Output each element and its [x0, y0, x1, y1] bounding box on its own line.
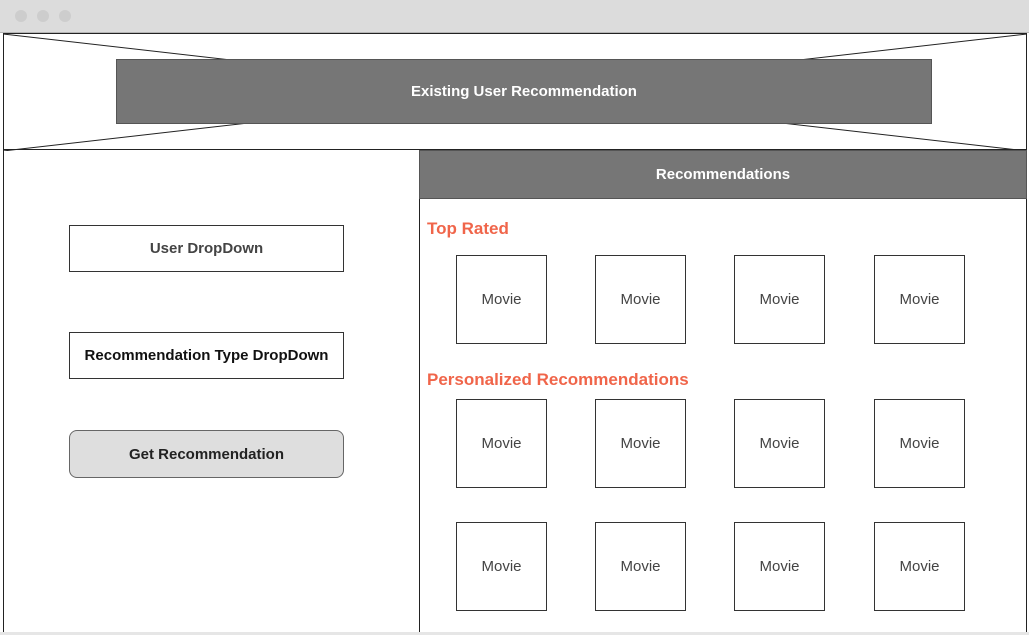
window-dot-icon: [37, 10, 49, 22]
movie-card[interactable]: Movie: [456, 255, 547, 344]
movie-card[interactable]: Movie: [595, 255, 686, 344]
movie-card[interactable]: Movie: [456, 522, 547, 611]
panel-divider: [419, 150, 420, 635]
movie-card[interactable]: Movie: [595, 522, 686, 611]
window-dot-icon: [15, 10, 27, 22]
recommendation-type-dropdown[interactable]: Recommendation Type DropDown: [69, 332, 344, 379]
movie-card[interactable]: Movie: [734, 255, 825, 344]
page-title: Existing User Recommendation: [116, 59, 932, 124]
movie-card[interactable]: Movie: [874, 255, 965, 344]
user-dropdown[interactable]: User DropDown: [69, 225, 344, 272]
movie-card[interactable]: Movie: [874, 399, 965, 488]
movie-card[interactable]: Movie: [456, 399, 547, 488]
movie-card[interactable]: Movie: [874, 522, 965, 611]
window-titlebar: [0, 0, 1029, 33]
personalized-title: Personalized Recommendations: [427, 370, 689, 389]
window-dot-icon: [59, 10, 71, 22]
get-recommendation-button[interactable]: Get Recommendation: [69, 430, 344, 478]
movie-card[interactable]: Movie: [595, 399, 686, 488]
movie-card[interactable]: Movie: [734, 399, 825, 488]
movie-card[interactable]: Movie: [734, 522, 825, 611]
recommendations-header: Recommendations: [419, 150, 1027, 199]
top-rated-title: Top Rated: [427, 219, 509, 238]
